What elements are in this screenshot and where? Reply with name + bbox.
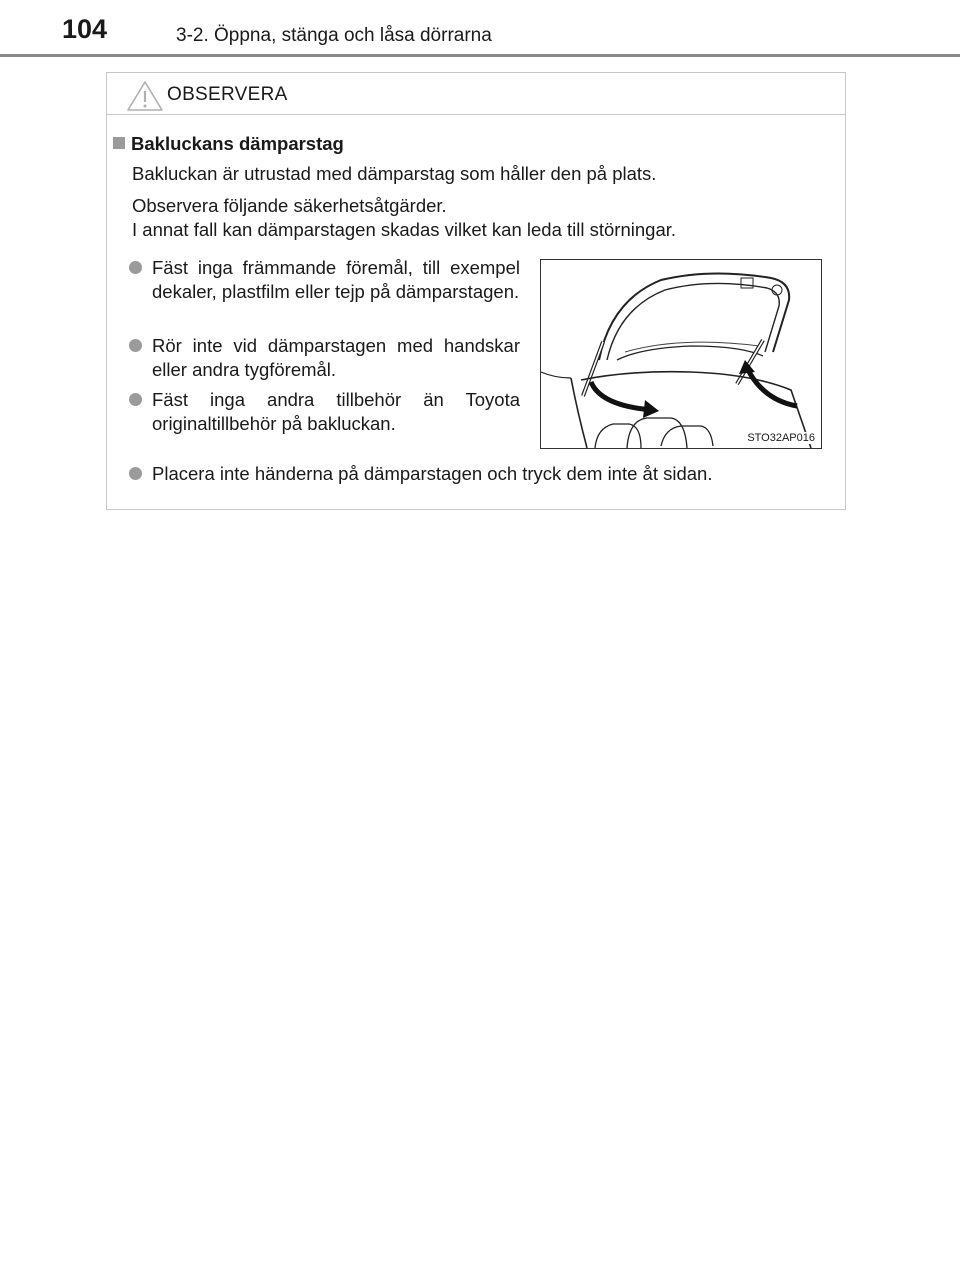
page-number: 104 — [62, 14, 108, 44]
caution-header — [107, 73, 845, 115]
note-line-1: Observera följande säkerhetsåtgärder. — [132, 195, 447, 216]
tailgate-strut-illustration — [540, 259, 822, 449]
caution-box — [106, 72, 846, 510]
list-item: Rör inte vid dämparstagen med handskar eller andra tygföremål. — [129, 334, 520, 382]
list-item: Placera inte händerna på dämparstagen och tryck dem inte åt sidan. — [129, 462, 829, 486]
warning-triangle-icon — [125, 79, 165, 113]
round-bullet-icon — [129, 339, 142, 352]
chapter-title: 3-2. Öppna, stänga och låsa dörrarna — [176, 25, 492, 46]
section-heading — [113, 133, 344, 155]
list-item: Fäst inga andra tillbehör än Toyota originaltillbehör på bakluckan. — [129, 388, 520, 436]
square-bullet-icon — [113, 137, 125, 149]
note-line-2: I annat fall kan dämparstagen skadas vilket kan leda till störningar. — [132, 219, 677, 240]
round-bullet-icon — [129, 393, 142, 406]
header-divider — [0, 54, 960, 57]
section-heading-text: Bakluckans dämparstag — [131, 133, 344, 154]
tailgate-drawing — [541, 260, 822, 449]
round-bullet-icon — [129, 261, 142, 274]
list-item: Fäst inga främmande föremål, till exempel dekaler, plastfilm eller tejp på dämparstagen. — [129, 256, 520, 304]
round-bullet-icon — [129, 467, 142, 480]
note-paragraph — [132, 194, 676, 242]
intro-paragraph: Bakluckan är utrustad med dämparstag som håller den på plats. — [132, 163, 657, 184]
figure-code: STO32AP016 — [747, 432, 815, 444]
caution-label: OBSERVERA — [167, 84, 288, 105]
page-header — [0, 0, 960, 56]
